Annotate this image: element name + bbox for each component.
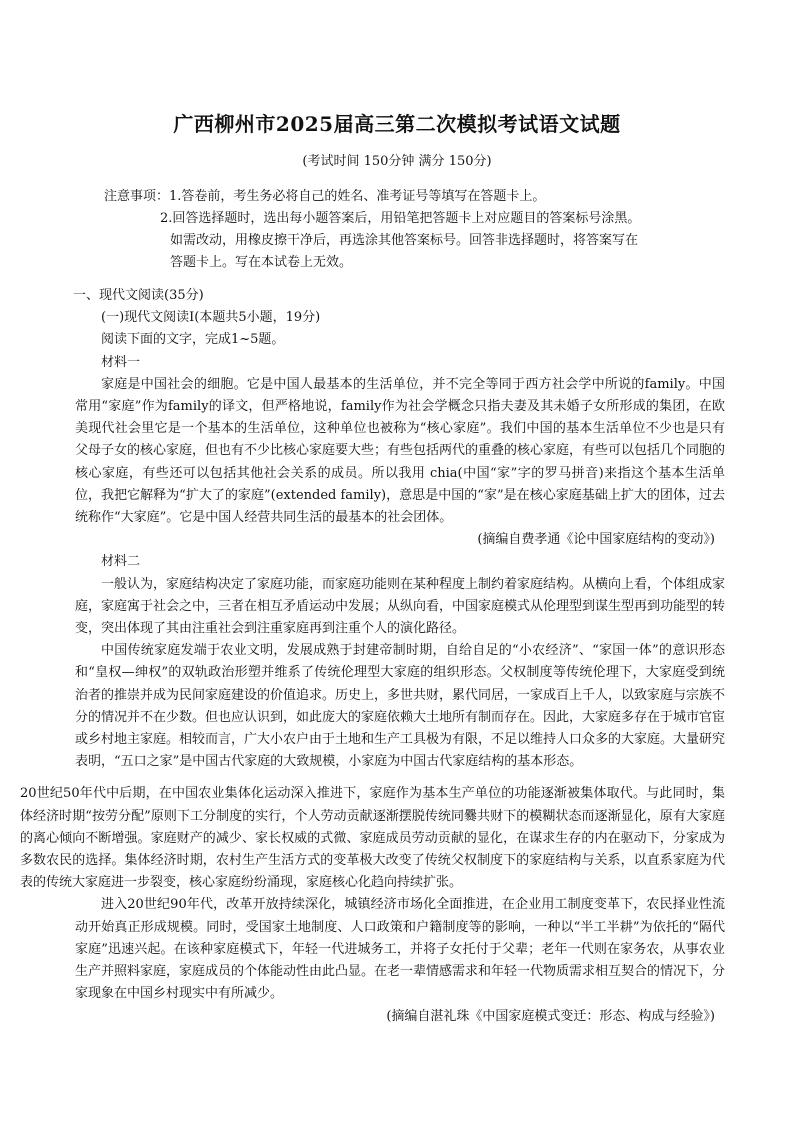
notice-item-2-cont: 如需改动，用橡皮擦干净后，再选涂其他答案标号。回答非选择题时，将答案写在 <box>170 233 639 248</box>
exam-info: (考试时间 150分钟 满分 150分) <box>302 154 492 169</box>
section-heading: 一、现代文阅读(35分) <box>73 288 204 303</box>
notice-item-1: 注意事项：1.答卷前，考生务必将自己的姓名、准考证号等填写在答题卡上。 <box>104 189 546 204</box>
material-2-para-4: 进入20世纪90年代，改革开放持续深化，城镇经济市场化全面推进，在企业用工制度变革下，农民择业性流动开始真正形成规模。同时，受国家土地制度、人口政策和户籍制度等的影响，一种以“半工半耕”为依托的“隔代家庭”迅速兴起。在该种家庭模式下，年轻一代进城务工，并将子女托付于父辈；老年一代则在家务农，从事农业生产并照料家庭，家庭成员的个体能动性由此凸显。在老一辈情感需求和年轻一代物质需求相互契合的情况下，分家现象在中国乡村现实中有所减少。 <box>75 897 726 1002</box>
sub-section-heading: (一)现代文阅读Ⅰ(本题共5小题，19分) <box>101 310 321 326</box>
material-2-para-2: 中国传统家庭发端于农业文明，发展成熟于封建帝制时期，自给自足的“小农经济”、“家国一体”的意识形态和“皇权—绅权”的双轨政治形塑并维系了传统伦理型大家庭的组织形态。父权制度等传统伦理下，大家庭受到统治者的推崇并成为民间家庭建设的价值追求。历史上，多世共财，累代同居，一家成百上千人，以致家庭与宗族不分的情况并不在少数。但也应认识到，如此庞大的家庭依赖大土地所有制而存在。因此，大家庭多存在于城市官宦或乡村地主家庭。相较而言，广大小农户由于土地和生产工具极为有限，不足以维持人口众多的大家庭。大量研究表明，“五口之家”是中国古代家庭的大致规模，小家庭为中国古代家庭结构的基本形态。 <box>75 643 726 770</box>
material-2-para-3: 20世纪50年代中后期，在中国农业集体化运动深入推进下，家庭作为基本生产单位的功能逐渐被集体取代。与此同时，集体经济时期“按劳分配”原则下工分制度的实行，个人劳动贡献逐渐摆脱传统同爨共财下的模糊状态而逐渐显化，原有大家庭的离心倾向不断增强。家庭财产的减少、家长权威的式微、家庭成员劳动贡献的显化，在谋求生存的内在驱动下，分家成为多数农民的选择。集体经济时期，农村生产生活方式的变革极大改变了传统父权制度下的家庭结构与关系，以直系家庭为代表的传统大家庭进一步裂变，核心家庭纷纷涌现，家庭核心化趋向持续扩张。 <box>20 786 725 891</box>
page-title: 广西柳州市2025届高三第二次模拟考试语文试题 <box>173 112 621 136</box>
material-2-para-1: 一般认为，家庭结构决定了家庭功能，而家庭功能则在某种程度上制约着家庭结构。从横向上看，个体组成家庭，家庭寓于社会之中，三者在相互矛盾运动中发展；从纵向看，中国家庭模式从伦理型到谋生型再到功能型的转变，突出体现了其由注重社会到注重家庭再到注重个人的演化路径。 <box>75 576 726 637</box>
instruction: 阅读下面的文字，完成1~5题。 <box>101 332 285 348</box>
notice-block <box>104 186 724 274</box>
material-2-source: (摘编自湛礼珠《中国家庭模式变迁：形态、构成与经验》) <box>386 1008 715 1024</box>
material-2-label: 材料二 <box>101 554 141 570</box>
reading-section <box>20 285 726 1028</box>
material-1-label: 材料一 <box>101 354 141 370</box>
notice-item-2: 2.回答选择题时，选出每小题答案后，用铅笔把答题卡上对应题目的答案标号涂黑。 <box>160 211 641 226</box>
notice-item-2-cont: 答题卡上。写在本试卷上无效。 <box>170 255 353 270</box>
material-1-source: (摘编自费孝通《论中国家庭结构的变动》) <box>477 532 715 548</box>
material-1-text: 家庭是中国社会的细胞。它是中国人最基本的生活单位，并不完全等同于西方社会学中所说的family。中国常用“家庭”作为family的译文，但严格地说，family作为社会学概念只指夫妻及其未婚子女所形成的集团，在欧美现代社会里它是一个基本的生活单位，这种单位也被称为“核心家庭”。我们中国的基本生活单位不少也是只有父母子女的核心家庭，但也有不少比核心家庭要大些；有些包括两代的重叠的核心家庭，有些可以包括几个同胞的核心家庭，有些还可以包括其他社会关系的成员。所以我用 chia(中国“家”字的罗马拼音)来指这个基本生活单位，我把它解释为“扩大了的家庭”(extended family)，意思是中国的“家”是在核心家庭基础上扩大的团体，过去统称作“大家庭”。它是中国人经营共同生活的最基本的社会团体。 <box>75 376 726 526</box>
